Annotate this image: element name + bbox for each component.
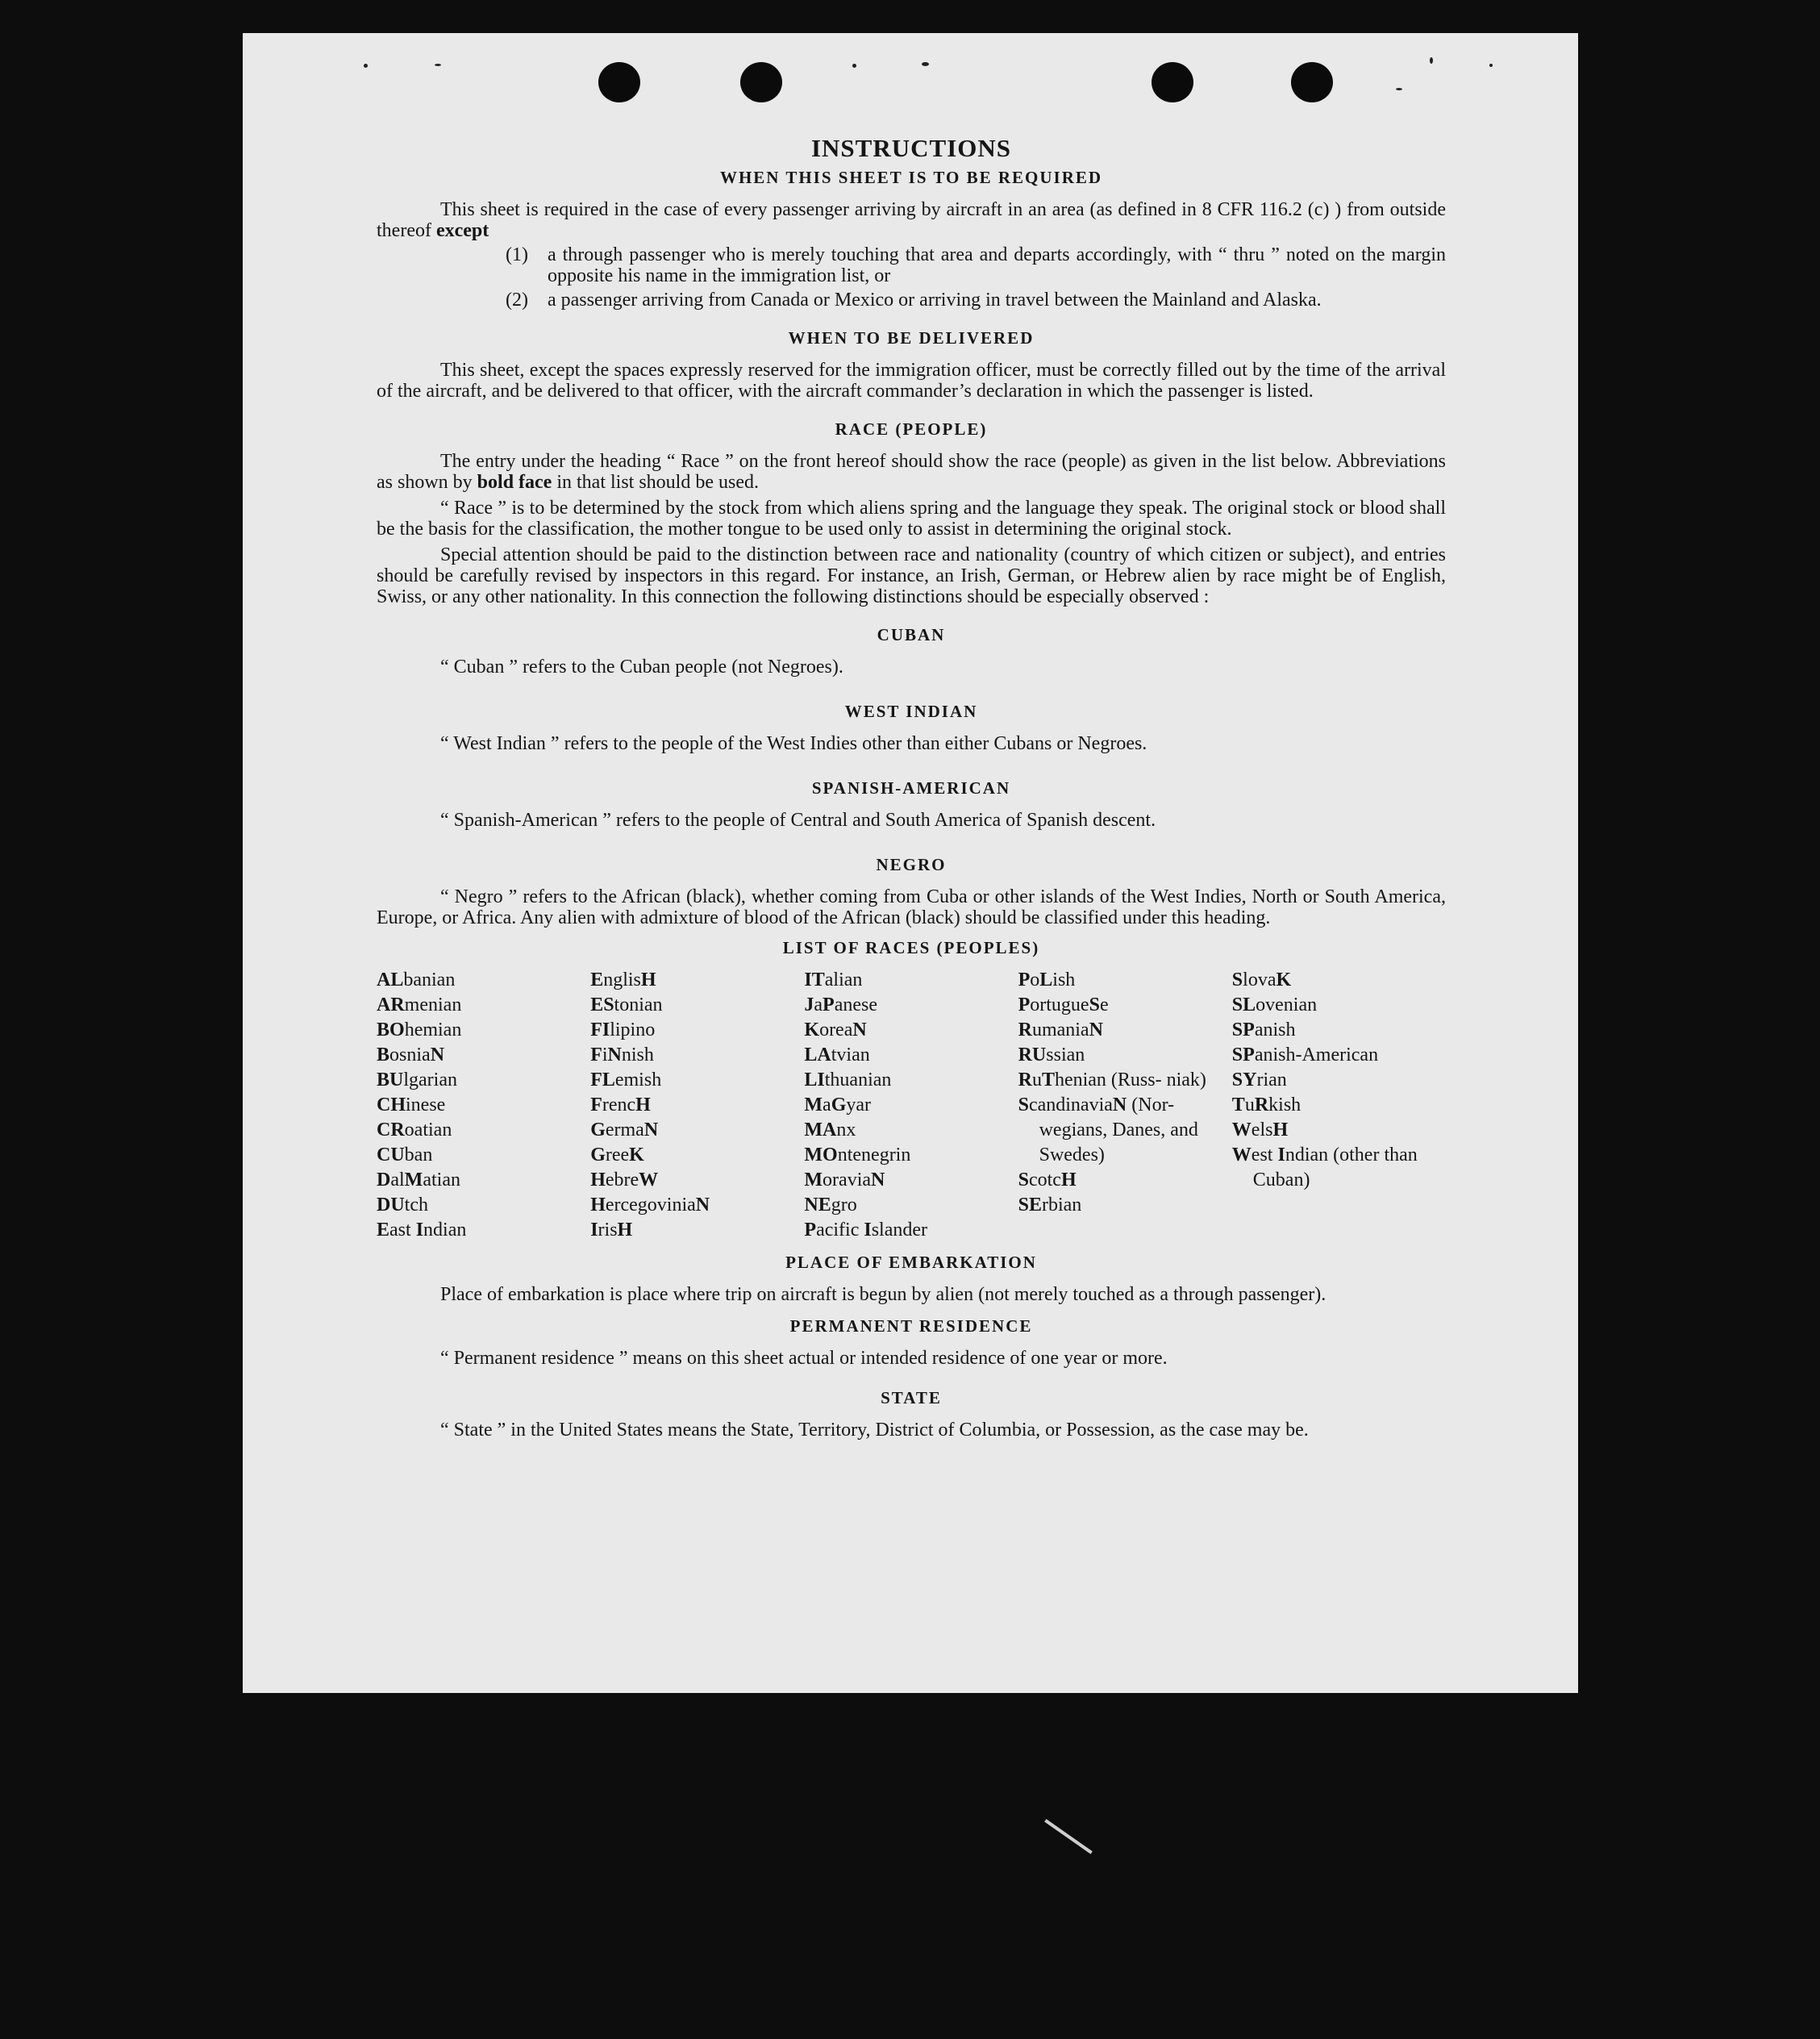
race-abbreviation: H (1272, 1120, 1289, 1140)
race-entry (804, 1018, 1018, 1043)
race-entry (804, 1168, 1018, 1193)
cuban-paragraph: “ Cuban ” refers to the Cuban people (not Negroes). (440, 657, 843, 678)
race-entry (1232, 1093, 1446, 1118)
race-abbreviation: S (1018, 1170, 1029, 1190)
race-abbreviation: H (635, 1095, 651, 1115)
race-entry (1018, 1093, 1232, 1168)
races-column (1018, 968, 1232, 1243)
race-entry (1232, 1143, 1446, 1193)
race-abbreviation: LA (804, 1045, 831, 1065)
race-name-part: ndian (other than Cuban) (1252, 1145, 1418, 1190)
race-name-part: ris (598, 1220, 618, 1240)
race-name-part: tch (404, 1195, 428, 1215)
race-name-part: ast (389, 1220, 416, 1240)
race-entry (804, 1068, 1018, 1093)
race-entry (1232, 993, 1446, 1018)
race-abbreviation: RU (1018, 1045, 1047, 1065)
race-abbreviation: E (590, 969, 604, 990)
speck (922, 62, 929, 66)
race-entry (590, 1093, 804, 1118)
race-entry (804, 1143, 1018, 1168)
race-name-part: gro (831, 1195, 857, 1215)
races-column (590, 968, 804, 1243)
speck (1489, 64, 1493, 67)
punch-hole (1152, 62, 1193, 102)
race-abbreviation: ES (590, 994, 614, 1015)
state-paragraph: “ State ” in the United States means the State, Territory, District of Columbia, or Possession, as the case may be. (440, 1420, 1309, 1441)
race-entry (1018, 968, 1232, 993)
race-abbreviation: P (804, 1220, 817, 1240)
section-heading-spanish-american: SPANISH-AMERICAN (811, 778, 1011, 798)
spanish-american-paragraph: “ Spanish-American ” refers to the people of Central and South America of Spanish descent. (440, 810, 1156, 831)
race-abbreviation: M (804, 1170, 823, 1190)
section-heading-state: STATE (881, 1388, 942, 1407)
race-abbreviation: H (640, 969, 656, 990)
race-name-part: ree (605, 1145, 630, 1165)
race-name-part: a (823, 1095, 831, 1115)
race-entry (1018, 1193, 1232, 1218)
section-heading-list-of-races: LIST OF RACES (PEOPLES) (782, 938, 1040, 957)
race-abbreviation: IT (804, 969, 825, 990)
speck (1396, 88, 1402, 90)
race-name-part: ercegovinia (605, 1195, 696, 1215)
race-name-part: est (1251, 1145, 1278, 1165)
condition-number: (1) (506, 244, 528, 265)
race-abbreviation: K (804, 1020, 820, 1040)
race-name-part: emish (614, 1070, 662, 1090)
race-abbreviation: H (617, 1220, 633, 1240)
race-entry (590, 993, 804, 1018)
race-abbreviation: SP (1231, 1045, 1255, 1065)
race-name-part: henian (Russ- niak) (1054, 1070, 1206, 1090)
race-abbreviation: B (377, 1045, 390, 1065)
film-scratch (1044, 1819, 1093, 1853)
race-entry (804, 1218, 1018, 1243)
races-column (804, 968, 1018, 1243)
race-abbreviation: I (415, 1220, 424, 1240)
race-abbreviation: G (590, 1120, 606, 1140)
race-abbreviation: W (1231, 1120, 1252, 1140)
race-name-part: nx (836, 1120, 856, 1140)
race-paragraph-2: “ Race ” is to be determined by the stock from which aliens spring and the language they speak. The original stock or blood shall be the basis for the classification, the mother tongue to be used only to assist in determining the original stock. (377, 498, 1446, 540)
race-entry (1232, 968, 1446, 993)
race-p1-bold: bold face (477, 472, 552, 493)
race-name-part: u (1031, 1070, 1042, 1090)
race-abbreviation: K (629, 1145, 644, 1165)
race-entry (804, 1093, 1018, 1118)
race-entry (377, 1118, 590, 1143)
race-name-part: osnia (389, 1045, 431, 1065)
race-abbreviation: FL (590, 1070, 615, 1090)
race-abbreviation: N (871, 1170, 885, 1190)
race-entry (377, 993, 590, 1018)
race-name-part: al (390, 1170, 405, 1190)
section-heading-required: WHEN THIS SHEET IS TO BE REQUIRED (719, 168, 1103, 187)
section-heading-cuban: CUBAN (877, 625, 946, 644)
race-name-part: ntenegrin (837, 1145, 911, 1165)
condition-text: a passenger arriving from Canada or Mexico or arriving in travel between the Mainland and Alaska. (548, 290, 1322, 311)
race-entry (1018, 1068, 1232, 1093)
race-name-part: hemian (404, 1020, 462, 1040)
race-name-part: inese (406, 1095, 446, 1115)
race-entry (1232, 1018, 1446, 1043)
race-name-part: e (1099, 994, 1109, 1015)
race-entry (590, 1043, 804, 1068)
race-name-part: tvian (831, 1045, 870, 1065)
race-entry (1232, 1068, 1446, 1093)
race-name-part: o (1030, 969, 1040, 990)
race-abbreviation: MA (804, 1120, 837, 1140)
race-abbreviation: L (1039, 969, 1053, 990)
race-abbreviation: M (804, 1095, 823, 1115)
race-name-part: kish (1268, 1095, 1301, 1115)
race-entry (377, 1018, 590, 1043)
races-column (1232, 968, 1446, 1243)
race-name-part: ssian (1046, 1045, 1085, 1065)
race-entry (804, 993, 1018, 1018)
race-abbreviation: N (1089, 1020, 1103, 1040)
race-abbreviation: K (1276, 969, 1292, 990)
race-entry (590, 1118, 804, 1143)
race-abbreviation: N (430, 1045, 445, 1065)
race-entry (1232, 1118, 1446, 1143)
race-name-part: ortugue (1030, 994, 1089, 1015)
races-column (377, 968, 590, 1243)
race-p1-text-end: in that list should be used. (552, 472, 759, 493)
race-name-part: nish (621, 1045, 654, 1065)
race-entry (377, 1143, 590, 1168)
race-entry (1232, 1043, 1446, 1068)
race-abbreviation: BU (377, 1070, 404, 1090)
section-heading-west-indian: WEST INDIAN (844, 702, 978, 721)
section-heading-negro: NEGRO (876, 855, 947, 874)
race-entry (804, 968, 1018, 993)
speck (435, 64, 441, 66)
race-name-part: tonian (614, 994, 663, 1015)
race-abbreviation: H (590, 1195, 606, 1215)
race-name-part: orea (819, 1020, 853, 1040)
race-abbreviation: SL (1231, 994, 1256, 1015)
race-name-part: a (814, 994, 823, 1015)
race-entry (1018, 1018, 1232, 1043)
race-name-part: yar (846, 1095, 872, 1115)
race-abbreviation: E (377, 1220, 390, 1240)
race-name-part: candinavia (1028, 1095, 1113, 1115)
race-abbreviation: J (804, 994, 814, 1015)
section-heading-race: RACE (PEOPLE) (835, 419, 988, 439)
race-paragraph-3: Special attention should be paid to the distinction between race and nationality (country of which citizen or subject), and entries should be carefully revised by inspectors in this regard. For instance, an Irish, German, or Hebrew alien by race might be of English, Swiss, or any other nationality. In this connection the following distinctions should be especially observed : (377, 544, 1446, 607)
race-entry (590, 1168, 804, 1193)
race-abbreviation: AL (377, 969, 404, 990)
race-name-part: nglis (603, 969, 641, 990)
race-abbreviation: P (1018, 994, 1031, 1015)
race-name-part: alian (824, 969, 863, 990)
race-name-part: lova (1243, 969, 1276, 990)
race-abbreviation: R (1018, 1020, 1032, 1040)
speck (852, 64, 856, 68)
race-abbreviation: R (1018, 1070, 1032, 1090)
race-abbreviation: N (643, 1120, 659, 1140)
section-heading-delivered: WHEN TO BE DELIVERED (788, 328, 1035, 348)
race-name-part: anese (834, 994, 878, 1015)
required-paragraph (377, 199, 1446, 241)
race-abbreviation: P (1018, 969, 1031, 990)
race-name-part: i (602, 1045, 608, 1065)
race-abbreviation: T (1041, 1070, 1055, 1090)
race-name-part: (Nor- wegians, Danes, and Swedes) (1039, 1095, 1198, 1165)
race-abbreviation: H (1060, 1170, 1077, 1190)
required-except: except (435, 220, 489, 241)
race-name-part: els (1251, 1120, 1273, 1140)
race-name-part: banian (403, 969, 456, 990)
race-name-part: oravia (823, 1170, 872, 1190)
condition-item (377, 290, 1446, 311)
race-entry (590, 1193, 804, 1218)
race-abbreviation: S (1018, 1095, 1029, 1115)
condition-text: a through passenger who is merely touching that area and departs accordingly, with “ thru ” noted on the margin opposite his name in the immigration list, or (548, 244, 1446, 286)
race-name-part: ndian (423, 1220, 467, 1240)
race-entry (377, 1043, 590, 1068)
negro-paragraph: “ Negro ” refers to the African (black), whether coming from Cuba or other islands of the West Indies, North or South America, Europe, or Africa. Any alien with admixture of blood of the African (black) should be classified under this heading. (377, 886, 1446, 928)
races-list (377, 968, 1446, 1243)
residence-paragraph: “ Permanent residence ” means on this sheet actual or intended residence of one year or more. (440, 1348, 1168, 1369)
race-abbreviation: MO (804, 1145, 838, 1165)
race-entry (1018, 1043, 1232, 1068)
race-abbreviation: CH (377, 1095, 406, 1115)
race-entry (377, 1193, 590, 1218)
punch-hole (1291, 62, 1333, 102)
race-entry (377, 968, 590, 993)
race-abbreviation: S (1089, 994, 1100, 1015)
race-entry (590, 1218, 804, 1243)
race-name-part: thuanian (824, 1070, 892, 1090)
race-name-part: ovenian (1256, 994, 1318, 1015)
race-name-part: renc (602, 1095, 636, 1115)
race-abbreviation: I (590, 1220, 598, 1240)
race-name-part: anish-American (1254, 1045, 1379, 1065)
race-entry (1018, 1168, 1232, 1193)
race-name-part: u (1244, 1095, 1255, 1115)
race-abbreviation: H (590, 1170, 606, 1190)
page-title: INSTRUCTIONS (810, 134, 1011, 162)
race-abbreviation: CU (377, 1145, 405, 1165)
race-abbreviation: F (590, 1045, 602, 1065)
race-name-part: oatian (404, 1120, 452, 1140)
race-abbreviation: W (1231, 1145, 1252, 1165)
race-entry (377, 1093, 590, 1118)
race-abbreviation: G (831, 1095, 847, 1115)
race-abbreviation: M (404, 1170, 423, 1190)
section-heading-residence: PERMANENT RESIDENCE (789, 1316, 1033, 1336)
race-abbreviation: P (823, 994, 835, 1015)
required-text: This sheet is required in the case of every passenger arriving by aircraft in an area (as defined in 8 CFR 116.2 (c) ) from outside thereof (377, 199, 1446, 241)
race-name-part: ish (1052, 969, 1076, 990)
race-entry (804, 1043, 1018, 1068)
race-name-part: rian (1256, 1070, 1287, 1090)
race-name-part: ebre (605, 1170, 639, 1190)
race-entry (590, 1068, 804, 1093)
race-p1-text: The entry under the heading “ Race ” on the front hereof should show the race (people) as given in the list below. Abbreviations as shown by (377, 451, 1446, 493)
race-name-part: slander (871, 1220, 928, 1240)
race-paragraph-1 (377, 451, 1446, 493)
race-abbreviation: N (607, 1045, 622, 1065)
punch-hole (740, 62, 782, 102)
race-abbreviation: R (1254, 1095, 1269, 1115)
race-abbreviation: AR (377, 994, 405, 1015)
race-abbreviation: N (695, 1195, 710, 1215)
race-entry (377, 1168, 590, 1193)
race-name-part: lgarian (403, 1070, 457, 1090)
race-entry (804, 1193, 1018, 1218)
race-name-part: cotc (1028, 1170, 1061, 1190)
race-abbreviation: N (1112, 1095, 1127, 1115)
race-abbreviation: SP (1231, 1020, 1255, 1040)
race-entry (377, 1218, 590, 1243)
race-abbreviation: BO (377, 1020, 405, 1040)
race-abbreviation: CR (377, 1120, 405, 1140)
race-name-part: anish (1254, 1020, 1296, 1040)
race-name-part: atian (423, 1170, 460, 1190)
race-entry (1018, 993, 1232, 1018)
race-abbreviation: G (590, 1145, 606, 1165)
race-abbreviation: T (1231, 1095, 1245, 1115)
race-name-part: menian (404, 994, 462, 1015)
condition-item (377, 244, 1446, 286)
race-entry (377, 1068, 590, 1093)
race-name-part: erma (605, 1120, 644, 1140)
race-abbreviation: SE (1018, 1195, 1042, 1215)
section-heading-embarkation: PLACE OF EMBARKATION (785, 1253, 1037, 1272)
race-abbreviation: I (864, 1220, 872, 1240)
race-entry (804, 1118, 1018, 1143)
race-abbreviation: N (852, 1020, 867, 1040)
race-entry (590, 1018, 804, 1043)
west-indian-paragraph: “ West Indian ” refers to the people of the West Indies other than either Cubans or Negroes. (440, 733, 1147, 754)
race-name-part: umania (1031, 1020, 1089, 1040)
race-name-part: rbian (1041, 1195, 1082, 1215)
race-abbreviation: SY (1231, 1070, 1257, 1090)
race-abbreviation: W (639, 1170, 659, 1190)
race-abbreviation: F (590, 1095, 602, 1115)
delivered-paragraph: This sheet, except the spaces expressly reserved for the immigration officer, must be correctly filled out by the time of the arrival of the aircraft, and be delivered to that officer, with the aircraft commander’s declaration in which the passenger is listed. (377, 360, 1446, 402)
race-abbreviation: LI (804, 1070, 825, 1090)
race-abbreviation: D (377, 1170, 391, 1190)
race-abbreviation: DU (377, 1195, 405, 1215)
race-entry (590, 1143, 804, 1168)
race-abbreviation: FI (590, 1020, 610, 1040)
speck (364, 64, 368, 68)
race-abbreviation: NE (804, 1195, 831, 1215)
race-abbreviation: I (1277, 1145, 1285, 1165)
race-name-part: lipino (610, 1020, 656, 1040)
punch-hole (598, 62, 640, 102)
race-name-part: acific (816, 1220, 864, 1240)
speck (1430, 57, 1433, 64)
race-name-part: ban (404, 1145, 433, 1165)
embarkation-paragraph: Place of embarkation is place where trip on aircraft is begun by alien (not merely touched as a through passenger). (440, 1284, 1326, 1305)
race-abbreviation: S (1231, 969, 1243, 990)
race-entry (590, 968, 804, 993)
document-page (243, 33, 1578, 1693)
condition-number: (2) (506, 290, 528, 311)
